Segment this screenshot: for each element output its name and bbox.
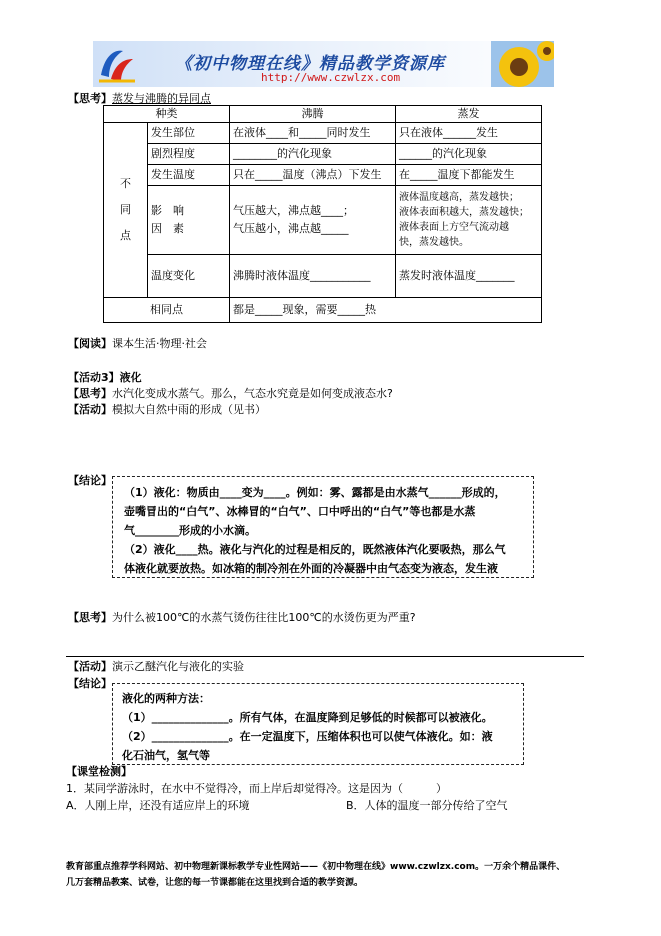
row-label: 剧烈程度: [148, 144, 230, 165]
conclusion-line: （1）液化：物质由____变为____。例如：雾、露都是由水蒸气______形成的，: [124, 486, 506, 499]
activity-tag: 【活动】: [68, 403, 112, 416]
diff-label-char: 同: [120, 203, 131, 216]
think-line: [68, 611, 416, 624]
option-b[interactable]: B．人体的温度一部分传给了空气: [346, 799, 508, 812]
think-tag: 【思考】: [68, 387, 112, 400]
sunflower-icon: [491, 41, 554, 87]
site-logo-icon: [97, 45, 137, 83]
diff-label-cell: [104, 123, 148, 298]
conclusion-line: 壶嘴冒出的“白气”、冰棒冒的“白气”、口中呼出的“白气”等也都是水蒸: [124, 505, 476, 518]
check-heading: 【课堂检测】: [66, 765, 132, 778]
boil-cell: 沸腾时液体温度___________: [230, 255, 396, 298]
table-row: [104, 186, 542, 255]
conclusion-line: 液化的两种方法：: [122, 692, 210, 705]
conclusion-line: （2）液化____热。液化与汽化的过程是相反的，既然液体汽化要吸热，那么气: [124, 543, 506, 556]
conclusion-line: （2）______________。在一定温度下，压缩体积也可以使气体液化。如：液: [122, 730, 493, 743]
boil-cell: 只在_____温度（沸点）下发生: [230, 165, 396, 186]
footer-line: 几万套精品教案、试卷，让您的每一节课都能在这里找到合适的教学资源。: [66, 878, 364, 888]
evap-cell: ______的汽化现象: [396, 144, 542, 165]
activity3-tag: 【活动3】: [68, 371, 120, 384]
conclusion-line: 化石油气，氢气等: [122, 749, 210, 762]
header-banner: [93, 41, 554, 87]
activity-line: [68, 403, 266, 416]
activity-text: 演示乙醚汽化与液化的实验: [112, 660, 244, 673]
header-type: 种类: [104, 106, 230, 123]
conclusion-line: 体液化就要放热。如冰箱的制冷剂在外面的冷凝器中由气态变为液态，发生液: [124, 562, 498, 575]
diff-label-char: 点: [120, 229, 131, 242]
banner-url[interactable]: http://www.czwlzx.com: [261, 71, 401, 84]
conclusion-tag: 【结论】: [68, 677, 112, 690]
evap-cell: 蒸发时液体温度_______: [396, 255, 542, 298]
row-label: 发生部位: [148, 123, 230, 144]
row-label: 影 响 因 素: [148, 186, 230, 255]
read-tag: 【阅读】: [68, 337, 112, 350]
think-tag: 【思考】: [68, 611, 112, 624]
activity3-text: 液化: [119, 371, 142, 384]
conclusion-box: [112, 476, 534, 578]
divider: [66, 656, 584, 657]
think-text: 为什么被100℃的水蒸气烫伤往往比100℃的水烫伤更为严重?: [112, 611, 416, 624]
comparison-table: [103, 105, 542, 323]
table-row: [104, 165, 542, 186]
evap-cell: 液体温度越高，蒸发越快； 液体表面积越大，蒸发越快； 液体表面上方空气流动越 快，蒸发越快。: [396, 186, 542, 255]
read-text: 课本生活·物理·社会: [112, 337, 207, 350]
table-row: [104, 255, 542, 298]
same-label: 相同点: [104, 298, 230, 323]
conclusion-line: （1）______________。所有气体，在温度降到足够低的时候都可以被液化。: [122, 711, 493, 724]
boil-cell: 在液体____和_____同时发生: [230, 123, 396, 144]
boil-cell: 气压越大，沸点越____； 气压越小，沸点越_____: [230, 186, 396, 255]
row-label: 温度变化: [148, 255, 230, 298]
same-cell: 都是_____现象，需要_____热: [230, 298, 542, 323]
header-evap: 蒸发: [396, 106, 542, 123]
conclusion-line: 气________形成的小水滴。: [124, 524, 256, 537]
question-stem: 1．某同学游泳时，在水中不觉得冷，而上岸后却觉得冷。这是因为（ ）: [66, 782, 447, 795]
table-header-row: [104, 106, 542, 123]
option-a[interactable]: A．人刚上岸，还没有适应岸上的环境: [66, 799, 250, 812]
table-row: [104, 144, 542, 165]
think-tag: 【思考】: [68, 92, 112, 105]
evap-cell: 只在液体______发生: [396, 123, 542, 144]
table-row-same: [104, 298, 542, 323]
read-line: [68, 337, 207, 350]
banner-title: 《初中物理在线》精品教学资源库: [175, 54, 445, 74]
think-line: [68, 387, 393, 400]
evap-cell: 在_____温度下都能发生: [396, 165, 542, 186]
think-text: 蒸发与沸腾的异同点: [112, 92, 211, 105]
conclusion-tag: 【结论】: [68, 474, 112, 487]
table-row: [104, 123, 542, 144]
row-label: 发生温度: [148, 165, 230, 186]
think-heading: [68, 92, 211, 105]
activity3-heading: [68, 371, 142, 384]
boil-cell: ________的汽化现象: [230, 144, 396, 165]
activity-tag: 【活动】: [68, 660, 112, 673]
header-boil: 沸腾: [230, 106, 396, 123]
conclusion-box: [112, 683, 524, 765]
diff-label-char: 不: [120, 177, 131, 190]
footer-line: 教育部重点推荐学科网站、初中物理新课标教学专业性网站——《初中物理在线》www.czwlzx.com。一万余个精品课件、: [66, 862, 566, 872]
think-text: 水汽化变成水蒸气。那么，气态水究竟是如何变成液态水?: [112, 387, 393, 400]
activity-text: 模拟大自然中雨的形成（见书）: [112, 403, 266, 416]
activity-line: [68, 660, 244, 673]
